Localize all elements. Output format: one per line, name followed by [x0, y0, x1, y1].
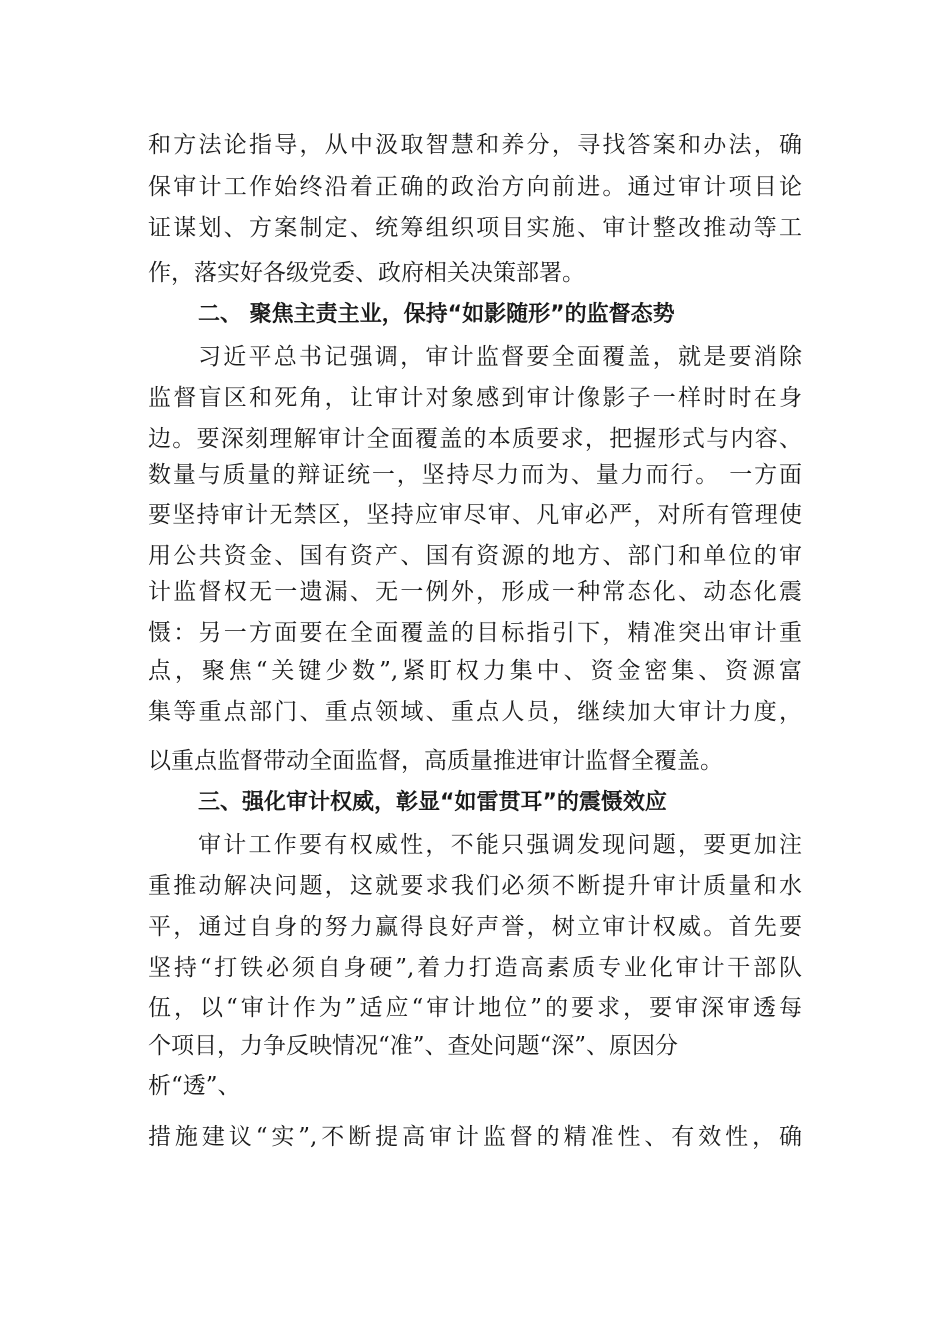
paragraph-line: 慑：另一方面要在全面覆盖的目标指引下，精准突出审计重: [148, 620, 802, 646]
paragraph-line: 和方法论指导，从中汲取智慧和养分，寻找答案和办法，确: [148, 132, 802, 158]
paragraph-line: 以重点监督带动全面监督，高质量推进审计监督全覆盖。: [148, 748, 723, 774]
paragraph-line: 集等重点部门、重点领域、重点人员，继续加大审计力度，: [148, 699, 802, 725]
paragraph-line: 重推动解决问题，这就要求我们必须不断提升审计质量和水: [148, 873, 802, 899]
section-heading-2: 二、 聚焦主责主业，保持“如影随形”的监督态势: [198, 302, 675, 327]
paragraph-line: 要坚持审计无禁区，坚持应审尽审、凡审必严，对所有管理使: [148, 502, 802, 528]
paragraph-line: 平，通过自身的努力赢得良好声誉，树立审计权威。首先要: [148, 914, 802, 940]
paragraph-line: 个项目，力争反映情况“准”、查处问题“深”、原因分: [148, 1033, 679, 1059]
paragraph-line: 边。要深刻理解审计全面覆盖的本质要求，把握形式与内容、: [148, 426, 802, 452]
paragraph-line: 数量与质量的辩证统一，坚持尽力而为、量力而行。 一方面: [148, 462, 802, 488]
paragraph-line: 用公共资金、国有资产、国有资源的地方、部门和单位的审: [148, 543, 802, 569]
paragraph-line: 证谋划、方案制定、统筹组织项目实施、审计整改推动等工: [148, 215, 802, 241]
paragraph-line: 监督盲区和死角，让审计对象感到审计像影子一样时时在身: [148, 385, 802, 411]
paragraph-line: 措施建议“实”,不断提高审计监督的精准性、有效性，确: [148, 1124, 802, 1150]
section-heading-3: 三、强化审计权威，彰显“如雷贯耳”的震慑效应: [198, 790, 667, 815]
paragraph-line: 坚持“打铁必须自身硬”,着力打造高素质专业化审计干部队: [148, 955, 802, 981]
paragraph-line: 计监督权无一遗漏、无一例外，形成一种常态化、动态化震: [148, 579, 802, 605]
paragraph-line: 习近平总书记强调，审计监督要全面覆盖，就是要消除: [198, 344, 802, 370]
paragraph-line: 审计工作要有权威性，不能只强调发现问题，要更加注: [198, 832, 802, 858]
paragraph-line: 保审计工作始终沿着正确的政治方向前进。通过审计项目论: [148, 174, 802, 200]
paragraph-line: 伍，以“审计作为”适应“审计地位”的要求，要审深审透每: [148, 995, 802, 1021]
paragraph-line: 作，落实好各级党委、政府相关决策部署。: [148, 260, 585, 286]
paragraph-line: 析“透”、: [148, 1073, 241, 1099]
paragraph-line: 点，聚焦“关键少数”,紧盯权力集中、资金密集、资源富: [148, 658, 802, 684]
